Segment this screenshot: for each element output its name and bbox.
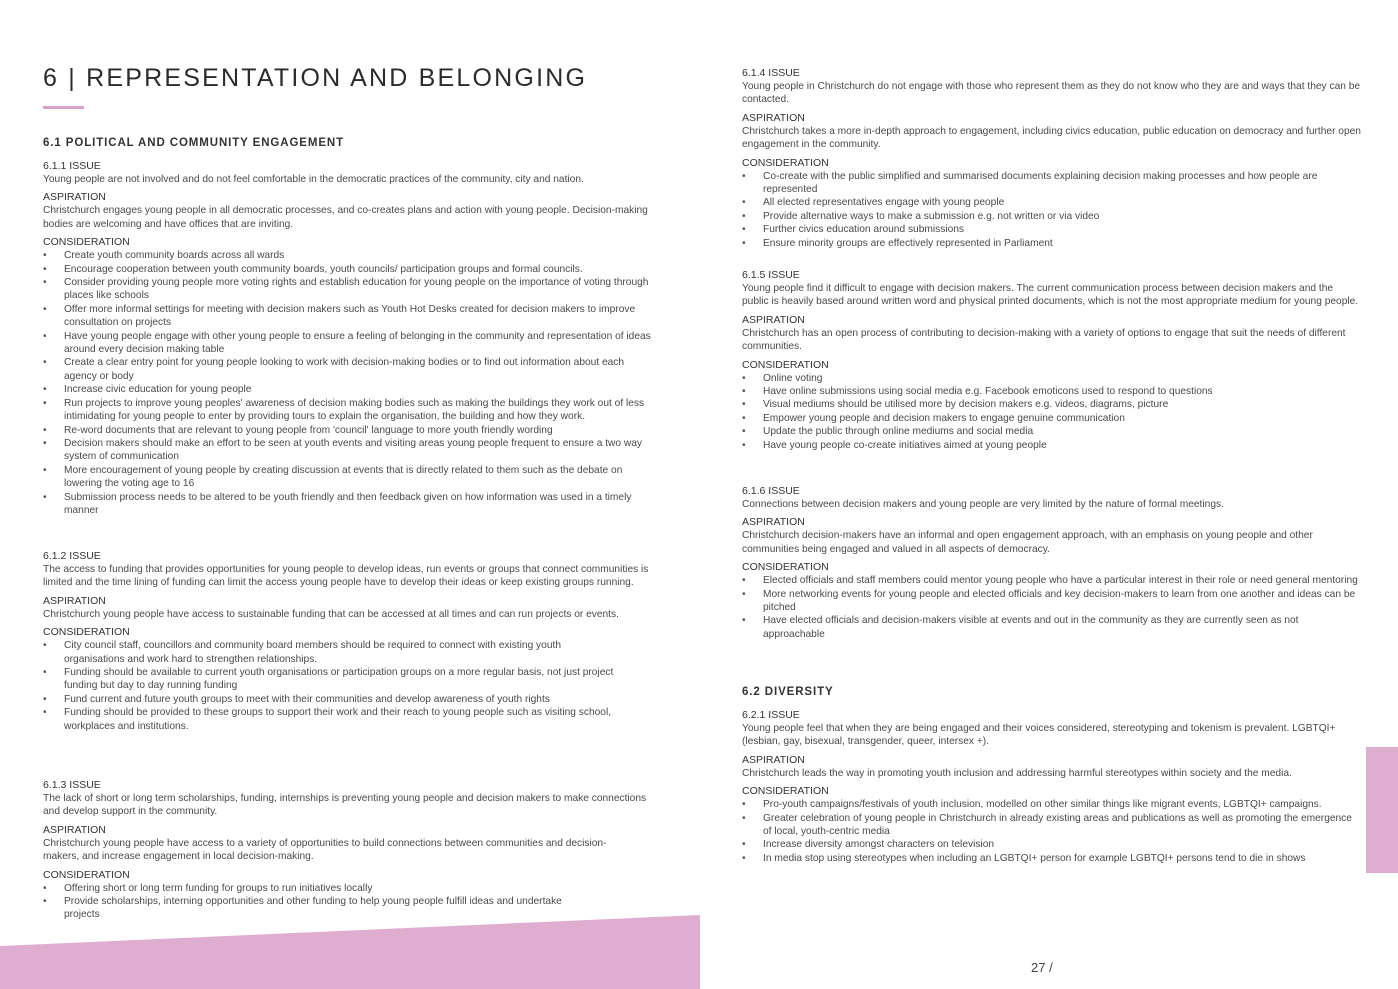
title-underline [43, 106, 84, 109]
issue-text: The access to funding that provides opportunities for young people to develop ideas, run events or groups that connect communities is limited and the time lining of funding can limit the access young people have to develop their ideas or keep existing groups running. [43, 564, 649, 589]
section-heading-6-2: 6.2 DIVERSITY [742, 686, 834, 698]
issue-label: 6.1.1 ISSUE [43, 160, 101, 172]
pink-side-tab [1366, 747, 1398, 873]
consideration-item: • Update the public through online mediums and social media [742, 425, 1362, 438]
consideration-item: • Pro-youth campaigns/festivals of youth inclusion, modelled on other similar things like migrant events, LGBTQI+ campaigns. [742, 798, 1362, 811]
consideration-item: • Provide alternative ways to make a submission e.g. not written or via video [742, 210, 1332, 223]
consideration-item: • Re-word documents that are relevant to young people from 'council' language to more youth friendly wording [43, 424, 658, 437]
aspiration-text: Christchurch takes a more in-depth approach to engagement, including civics education, public education on democracy and further open engagement in the community. [742, 125, 1361, 151]
issue-label: 6.1.5 ISSUE [742, 269, 800, 281]
issue-6-1-5 [742, 269, 1362, 452]
aspiration-label: ASPIRATION [742, 111, 805, 124]
aspiration-label: ASPIRATION [742, 313, 805, 326]
consideration-label: CONSIDERATION [43, 626, 130, 639]
aspiration-text: Christchurch young people have access to sustainable funding that can be accessed at all times and can run projects or events. [43, 608, 619, 620]
section-6-2 [742, 685, 1362, 699]
aspiration-label: ASPIRATION [742, 516, 805, 529]
page-number: 27 / [1031, 960, 1053, 975]
consideration-item: • Encourage cooperation between youth community boards, youth councils/ participation groups and formal councils. [43, 263, 658, 276]
consideration-label: CONSIDERATION [742, 785, 829, 798]
consideration-item: • Increase civic education for young people [43, 383, 658, 396]
issue-6-2-1 [742, 709, 1362, 865]
section-6-1 [43, 136, 658, 150]
consideration-item: • Run projects to improve young peoples' awareness of decision making bodies such as making the buildings they work out of less intimidating for young people to enter by providing tours to explain the organisation, the building and how they work. [43, 397, 658, 424]
consideration-label: CONSIDERATION [43, 236, 130, 249]
consideration-list [742, 372, 1362, 452]
consideration-item: • Submission process needs to be altered to be youth friendly and then feedback given on how information was used in a timely manner [43, 491, 658, 518]
pink-corner-band [0, 915, 700, 989]
consideration-item: • Funding should be provided to these groups to support their work and their reach to young people such as visiting school, workplaces and institutions. [43, 706, 618, 733]
issue-6-1-6 [742, 485, 1362, 641]
issue-6-1-1 [43, 160, 658, 517]
consideration-list [742, 170, 1332, 250]
consideration-item: • Fund current and future youth groups to meet with their communities and develop awareness of youth rights [43, 693, 618, 706]
consideration-item: • Ensure minority groups are effectively represented in Parliament [742, 237, 1332, 250]
section-heading-6-1: 6.1 POLITICAL AND COMMUNITY ENGAGEMENT [43, 137, 345, 149]
consideration-item: • Offer more informal settings for meeting with decision makers such as Youth Hot Desks created for decision makers to improve consultation on projects [43, 303, 658, 330]
consideration-item: • Further civics education around submissions [742, 223, 1332, 236]
consideration-list [43, 639, 618, 733]
issue-label: 6.1.2 ISSUE [43, 550, 101, 562]
consideration-list [742, 574, 1362, 641]
aspiration-text: Christchurch has an open process of contributing to decision-making with a variety of options to engage that suit the needs of different communities. [742, 327, 1346, 353]
aspiration-label: ASPIRATION [43, 191, 106, 204]
issue-6-1-3 [43, 779, 658, 922]
consideration-item: • Offering short or long term funding for groups to run initiatives locally [43, 882, 573, 895]
consideration-item: • Decision makers should make an effort to be seen at youth events and visiting areas young people frequent to ensure a two way system of communication [43, 437, 658, 464]
issue-6-1-4 [742, 67, 1362, 250]
issue-text: Young people are not involved and do not feel comfortable in the democratic practices of the community, city and nation. [43, 174, 584, 185]
consideration-item: • Co-create with the public simplified and summarised documents explaining decision making processes and how people are represented [742, 170, 1332, 197]
issue-label: 6.1.6 ISSUE [742, 485, 800, 497]
consideration-item: • In media stop using stereotypes when including an LGBTQI+ person for example LGBTQI+ persons tend to die in shows [742, 852, 1362, 865]
issue-label: 6.1.4 ISSUE [742, 67, 800, 79]
consideration-item: • More networking events for young people and elected officials and key decision-makers to learn from one another and ideas can be pitched [742, 588, 1362, 615]
consideration-item: • Increase diversity amongst characters on television [742, 838, 1362, 851]
issue-text: The lack of short or long term scholarships, funding, internships is preventing young people and decision makers to make connections and develop support in the community. [43, 793, 647, 818]
consideration-item: • Have young people engage with other young people to ensure a feeling of belonging in the community and representation of ideas around every decision making table [43, 330, 658, 357]
consideration-label: CONSIDERATION [742, 358, 829, 371]
aspiration-label: ASPIRATION [742, 753, 805, 766]
issue-label: 6.2.1 ISSUE [742, 709, 800, 721]
consideration-item: • Create youth community boards across all wards [43, 249, 658, 262]
consideration-item: • Have online submissions using social media e.g. Facebook emoticons used to respond to questions [742, 385, 1362, 398]
consideration-item: • Elected officials and staff members could mentor young people who have a particular interest in their role or need general mentoring [742, 574, 1362, 587]
aspiration-text: Christchurch young people have access to a variety of opportunities to build connections between communities and decision-makers, and increase engagement in local decision-making. [43, 837, 607, 863]
consideration-item: • Visual mediums should be utilised more by decision makers e.g. videos, diagrams, picture [742, 398, 1362, 411]
consideration-list [742, 798, 1362, 865]
aspiration-text: Christchurch engages young people in all democratic processes, and co-creates plans and action with young people. Decision-making bodies are welcoming and have offices that are inviting. [43, 205, 648, 230]
issue-text: Young people find it difficult to engage with decision makers. The current communication process between decision makers and the public is heavily based around written word and physical printed documents, which is not the most appropriate medium for young people. [742, 283, 1359, 308]
consideration-item: • Online voting [742, 372, 1362, 385]
consideration-item: • Provide scholarships, interning opportunities and other funding to help young people fulfill ideas and undertake projects [43, 895, 573, 922]
aspiration-label: ASPIRATION [43, 823, 106, 836]
aspiration-text: Christchurch decision-makers have an informal and open engagement approach, with an emphasis on young people and other communities being engaged and valued in all aspects of democracy. [742, 530, 1313, 555]
consideration-item: • Have elected officials and decision-makers visible at events and out in the community as they are currently seen as not approachable [742, 614, 1362, 641]
consideration-list [43, 249, 658, 517]
aspiration-label: ASPIRATION [43, 594, 106, 607]
issue-6-1-2 [43, 550, 658, 733]
consideration-item: • Have young people co-create initiatives aimed at young people [742, 439, 1362, 452]
consideration-item: • Create a clear entry point for young people looking to work with decision-making bodies or to find out information about each agency or body [43, 356, 658, 383]
aspiration-text: Christchurch leads the way in promoting youth inclusion and addressing harmful stereotypes within society and the media. [742, 767, 1292, 779]
page-title: 6 | REPRESENTATION AND BELONGING [43, 64, 588, 92]
consideration-item: • Empower young people and decision makers to engage genuine communication [742, 412, 1362, 425]
issue-text: Young people feel that when they are being engaged and their voices considered, stereotyping and tokenism is prevalent. LGBTQI+ (lesbian, gay, bisexual, transgender, queer, intersex +). [742, 723, 1336, 748]
consideration-label: CONSIDERATION [742, 156, 829, 169]
consideration-item: • All elected representatives engage with young people [742, 196, 1332, 209]
issue-label: 6.1.3 ISSUE [43, 779, 101, 791]
consideration-item: • City council staff, councillors and community board members should be required to connect with existing youth organisations and work hard to strengthen relationships. [43, 639, 618, 666]
consideration-list [43, 882, 573, 922]
consideration-item: • More encouragement of young people by creating discussion at events that is directly related to them such as the debate on lowering the voting age to 16 [43, 464, 658, 491]
consideration-item: • Greater celebration of young people in Christchurch in already existing areas and publications as well as promoting the emergence of local, youth-centric media [742, 812, 1362, 839]
consideration-label: CONSIDERATION [43, 868, 130, 881]
consideration-item: • Funding should be available to current youth organisations or participation groups on a more regular basis, not just project funding but day to day running funding [43, 666, 618, 693]
issue-text: Young people in Christchurch do not engage with those who represent them as they do not know who they are and ways that they can be contacted. [742, 81, 1361, 106]
consideration-label: CONSIDERATION [742, 561, 829, 574]
consideration-item: • Consider providing young people more voting rights and establish education for young people on the importance of voting through places like schools [43, 276, 658, 303]
issue-text: Connections between decision makers and young people are very limited by the nature of formal meetings. [742, 499, 1224, 510]
